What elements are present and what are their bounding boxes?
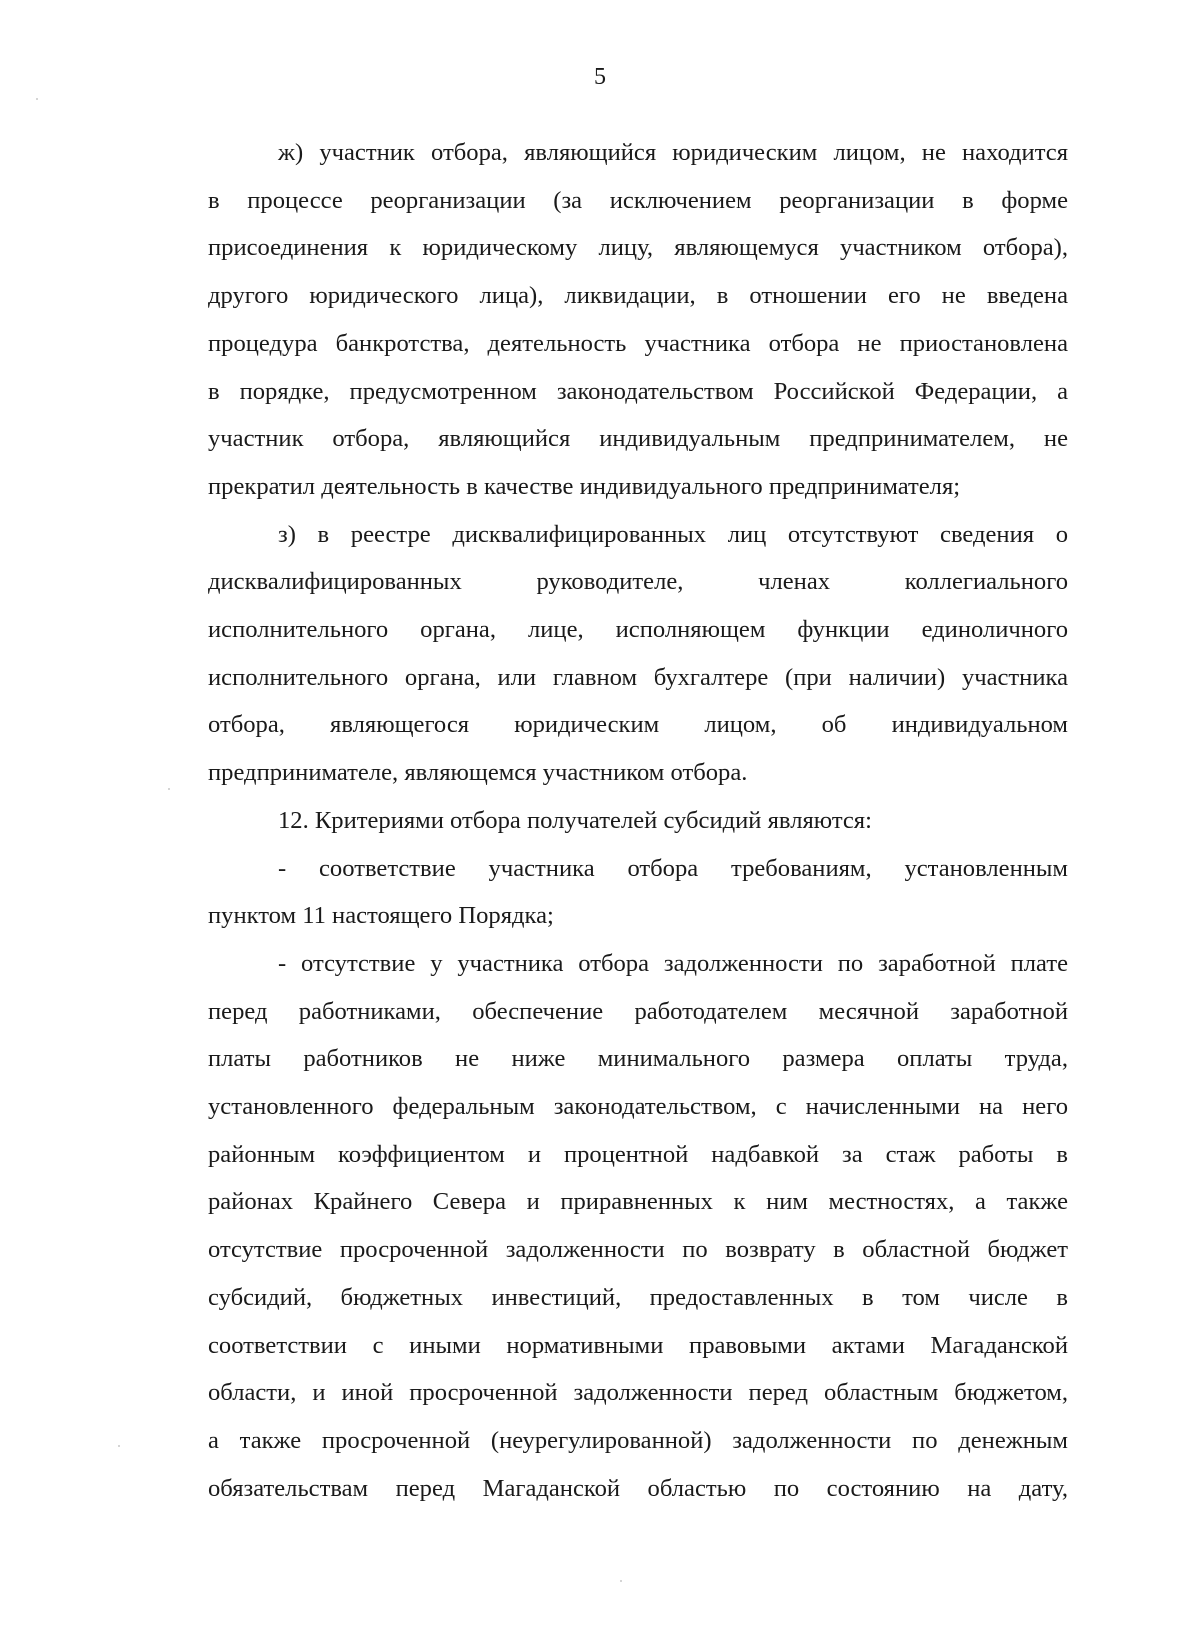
text-line: з) в реестре дисквалифицированных лиц отсутствуют сведения о: [278, 520, 1068, 548]
text-line: ж) участник отбора, являющийся юридическим лицом, не находится: [278, 139, 1068, 166]
text-line: отбора, являющегося юридическим лицом, об индивидуальном: [208, 711, 1068, 739]
scan-speck: [36, 98, 38, 100]
text-line: соответствии с иными нормативными правовыми актами Магаданской: [208, 1331, 1068, 1359]
scan-speck: [168, 788, 170, 790]
text-line: присоединения к юридическому лицу, являющемуся участником отбора),: [208, 234, 1068, 262]
text-line: перед работниками, обеспечение работодателем месячной заработной: [208, 997, 1068, 1025]
text-line: - отсутствие у участника отбора задолженности по заработной плате: [278, 949, 1068, 977]
text-line: в порядке, предусмотренном законодательством Российской Федерации, а: [208, 377, 1068, 405]
text-line: 12. Критериями отбора получателей субсидий являются:: [278, 806, 872, 834]
text-line: пунктом 11 настоящего Порядка;: [208, 902, 554, 930]
text-line: области, и иной просроченной задолженности перед областным бюджетом,: [208, 1379, 1068, 1407]
text-line: участник отбора, являющийся индивидуальным предпринимателем, не: [208, 425, 1068, 453]
text-line: предпринимателе, являющемся участником отбора.: [208, 759, 748, 787]
text-line: отсутствие просроченной задолженности по возврату в областной бюджет: [208, 1236, 1068, 1264]
paragraph-criterion-2: [208, 940, 1068, 1512]
text-line: прекратил деятельность в качестве индивидуального предпринимателя;: [208, 472, 961, 500]
text-line: дисквалифицированных руководителе, членах коллегиального: [208, 568, 1068, 596]
text-line: установленного федеральным законодательством, с начисленными на него: [208, 1093, 1068, 1121]
text-line: процедура банкротства, деятельность участника отбора не приостановлена: [208, 329, 1068, 357]
paragraph-criterion-1: [208, 845, 1068, 940]
text-line: исполнительного органа, лице, исполняющем функции единоличного: [208, 616, 1068, 644]
scan-speck: [118, 1445, 120, 1447]
text-line: районным коэффициентом и процентной надбавкой за стаж работы в: [208, 1140, 1068, 1168]
text-line: - соответствие участника отбора требованиям, установленным: [278, 854, 1068, 882]
text-line: а также просроченной (неурегулированной) задолженности по денежным: [208, 1426, 1068, 1454]
document-body: [208, 129, 1068, 1512]
text-line: платы работников не ниже минимального размера оплаты труда,: [208, 1045, 1068, 1073]
text-line: исполнительного органа, или главном бухгалтере (при наличии) участника: [208, 663, 1068, 691]
paragraph-12: [208, 797, 1068, 845]
text-line: в процессе реорганизации (за исключением реорганизации в форме: [208, 186, 1068, 214]
scan-speck: [620, 1580, 622, 1582]
text-line: районах Крайнего Севера и приравненных к ним местностях, а также: [208, 1188, 1068, 1216]
text-line: обязательствам перед Магаданской областью по состоянию на дату,: [208, 1474, 1068, 1502]
text-line: субсидий, бюджетных инвестиций, предоставленных в том числе в: [208, 1283, 1068, 1311]
paragraph-z: [208, 511, 1068, 797]
paragraph-zh: [208, 129, 1068, 511]
page-number: 5: [594, 64, 606, 90]
text-line: другого юридического лица), ликвидации, в отношении его не введена: [208, 282, 1068, 310]
